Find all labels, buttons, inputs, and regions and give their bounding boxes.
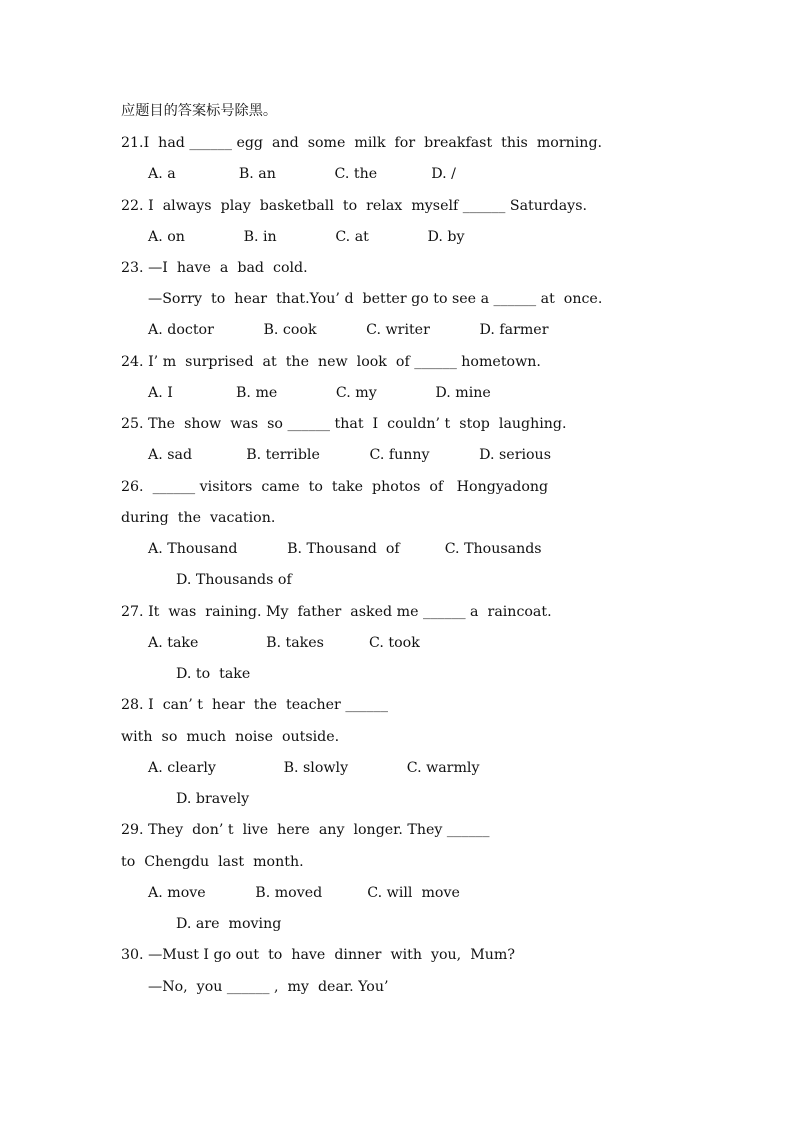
options-26: A. Thousand B. Thousand of C. Thousands	[148, 541, 542, 557]
question-26-cont: during the vacation.	[121, 510, 276, 526]
options-24: A. I B. me C. my D. mine	[148, 385, 491, 401]
question-25: 25. The show was so ______ that I couldn’ t stop laughing.	[121, 416, 567, 432]
question-28: 28. I can’ t hear the teacher ______	[121, 697, 388, 713]
question-30-reply: —No, you ______ , my dear. You’	[148, 979, 389, 995]
instruction-text: 应题目的答案标号除黑。	[121, 103, 278, 119]
question-24: 24. I’ m surprised at the new look of ______ hometown.	[121, 354, 541, 370]
question-30: 30. —Must I go out to have dinner with you, Mum?	[121, 947, 515, 963]
question-28-cont: with so much noise outside.	[121, 729, 340, 745]
options-27-d: D. to take	[176, 666, 251, 682]
options-28: A. clearly B. slowly C. warmly	[148, 760, 480, 776]
question-29-cont: to Chengdu last month.	[121, 854, 304, 870]
options-23: A. doctor B. cook C. writer D. farmer	[148, 322, 549, 338]
question-26: 26. ______ visitors came to take photos of Hongyadong	[121, 479, 549, 495]
options-21: A. a B. an C. the D. /	[148, 166, 456, 182]
options-29: A. move B. moved C. will move	[148, 885, 460, 901]
options-27: A. take B. takes C. took	[148, 635, 420, 651]
options-26-d: D. Thousands of	[176, 572, 292, 588]
question-27: 27. It was raining. My father asked me ______ a raincoat.	[121, 604, 552, 620]
question-22: 22. I always play basketball to relax myself ______ Saturdays.	[121, 198, 587, 214]
question-21: 21.I had ______ egg and some milk for breakfast this morning.	[121, 135, 603, 151]
options-25: A. sad B. terrible C. funny D. serious	[148, 447, 551, 463]
options-28-d: D. bravely	[176, 791, 250, 807]
question-29: 29. They don’ t live here any longer. They ______	[121, 822, 490, 838]
question-23-reply: —Sorry to hear that.You’ d better go to see a ______ at once.	[148, 291, 603, 307]
options-22: A. on B. in C. at D. by	[148, 229, 465, 245]
options-29-d: D. are moving	[176, 916, 282, 932]
question-23: 23. —I have a bad cold.	[121, 260, 308, 276]
